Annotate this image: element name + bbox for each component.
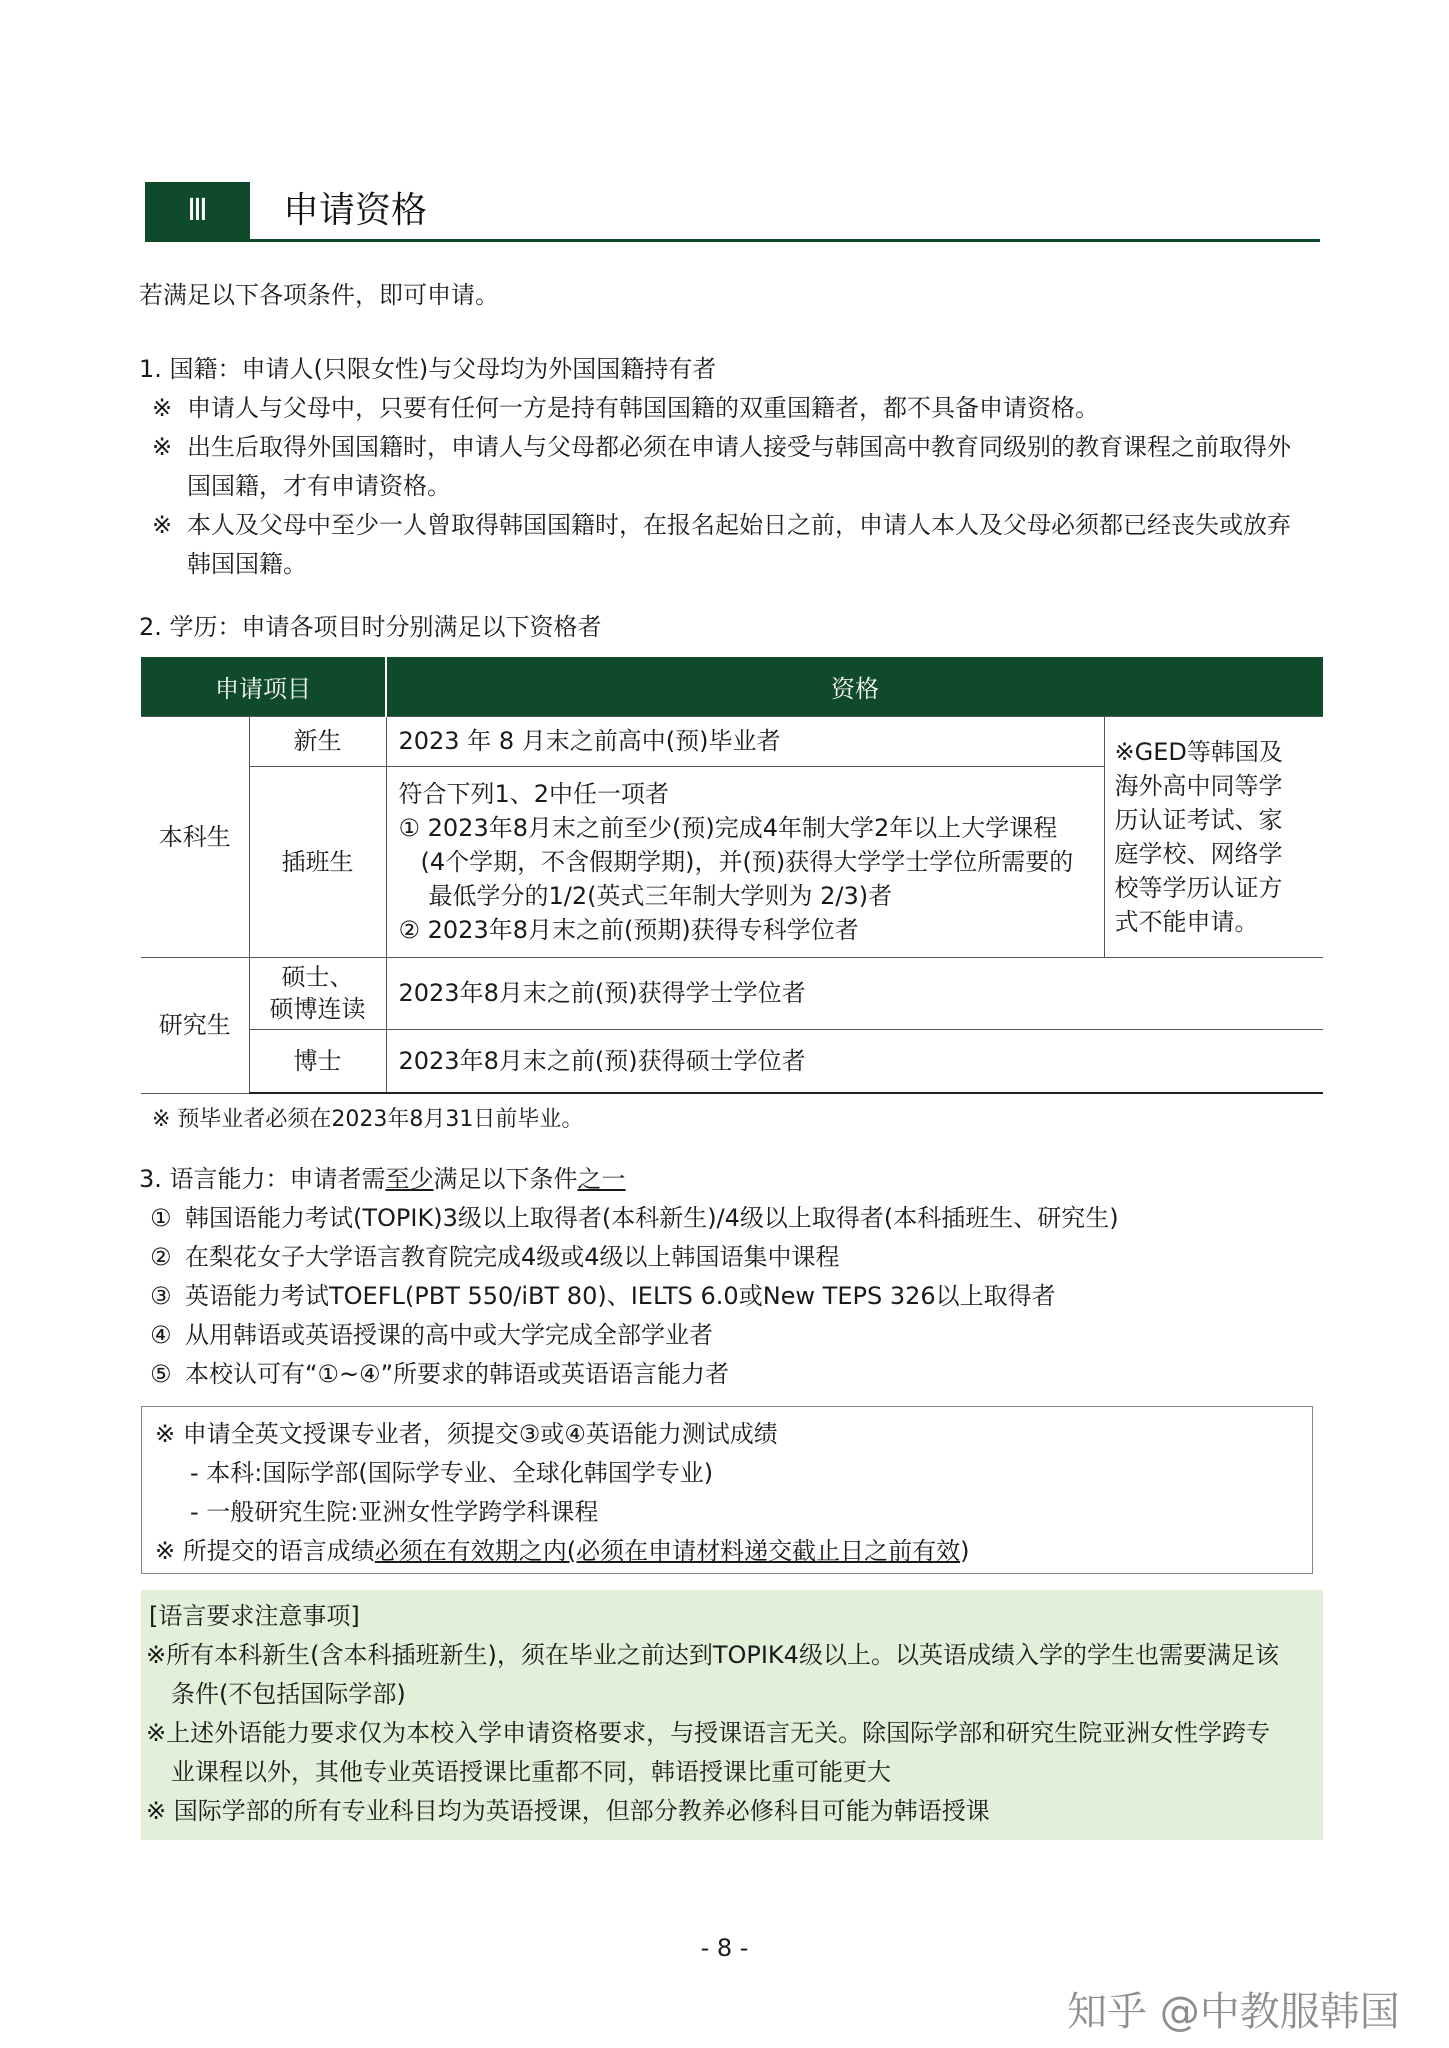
english-program-undergrad: - 本科:国际学部(国际学专业、全球化韩国学专业): [190, 1459, 714, 1487]
ged-note-line: 式不能申请。: [1114, 907, 1259, 936]
validity-note-part: ): [960, 1537, 970, 1565]
item-number: ②: [150, 1243, 172, 1271]
ged-note: [1104, 716, 1323, 957]
master-label-line: 硕博连读: [269, 995, 366, 1023]
section-number: Ⅲ: [145, 182, 250, 240]
table-row: [141, 716, 1323, 766]
page-number: - 8 -: [700, 1934, 749, 1962]
master-label: [249, 957, 386, 1029]
language-heading-emphasis: 之一: [577, 1165, 626, 1193]
transfer-req-line: (4个学期，不含假期学期)，并(预)获得大学学士学位所需要的: [420, 847, 1074, 876]
language-item-3: 英语能力考试TOEFL(PBT 550/iBT 80)、IELTS 6.0或New TEPS 326以上取得者: [185, 1282, 1056, 1310]
language-heading: [139, 1164, 626, 1194]
transfer-req-line: 符合下列1、2中任一项者: [398, 779, 670, 808]
row-label-graduate: 研究生: [141, 957, 249, 1093]
nationality-note-3: 本人及父母中至少一人曾取得韩国国籍时，在报名起始日之前，申请人本人及父母必须都已经丧失或放弃: [187, 511, 1291, 539]
nationality-heading: 1. 国籍：申请人(只限女性)与父母均为外国国籍持有者: [139, 355, 717, 383]
english-program-graduate: - 一般研究生院:亚洲女性学跨学科课程: [190, 1498, 599, 1526]
item-number: ⑤: [150, 1360, 172, 1388]
language-notice-box: [141, 1590, 1323, 1840]
ged-note-line: 校等学历认证方: [1114, 873, 1283, 902]
master-label-line: 硕士、: [281, 963, 354, 991]
validity-note: [155, 1536, 970, 1566]
nationality-note-1: 申请人与父母中，只要有任何一方是持有韩国国籍的双重国籍者，都不具备申请资格。: [187, 394, 1099, 422]
notice-line: ※ 国际学部的所有专业科目均为英语授课，但部分教养必修科目可能为韩语授课: [146, 1797, 990, 1825]
doctor-requirement: 2023年8月末之前(预)获得硕士学位者: [386, 1029, 1323, 1093]
header-qualification: 资格: [386, 657, 1323, 716]
transfer-req-line: ① 2023年8月末之前至少(预)完成4年制大学2年以上大学课程: [398, 813, 1058, 842]
row-label-undergrad: 本科生: [141, 716, 249, 957]
education-heading: 2. 学历：申请各项目时分别满足以下资格者: [139, 613, 602, 641]
english-program-box: [141, 1406, 1313, 1574]
transfer-req-line: 最低学分的1/2(英式三年制大学则为 2/3)者: [428, 881, 893, 910]
section-rule: [145, 239, 1320, 242]
language-item-1: 韩国语能力考试(TOPIK)3级以上取得者(本科新生)/4级以上取得者(本科插班生、研究生): [185, 1204, 1119, 1232]
ged-note-line: 历认证考试、家: [1114, 805, 1283, 834]
item-number: ①: [150, 1204, 172, 1232]
notice-line: 业课程以外，其他专业英语授课比重都不同，韩语授课比重可能更大: [171, 1758, 891, 1786]
freshman-label: 新生: [249, 716, 386, 766]
validity-note-part: ※ 所提交的语言成绩: [155, 1537, 375, 1565]
qualification-table: [141, 657, 1323, 1094]
ged-note-line: ※GED等韩国及: [1114, 737, 1283, 766]
language-item-4: 从用韩语或英语授课的高中或大学完成全部学业者: [185, 1321, 713, 1349]
note-mark: ※: [152, 511, 173, 539]
table-row: [141, 1029, 1323, 1093]
language-heading-emphasis: 至少: [385, 1165, 434, 1193]
transfer-requirement: [386, 766, 1104, 957]
notice-title: [语言要求注意事项]: [149, 1602, 360, 1630]
graduation-footnote: ※ 预毕业者必须在2023年8月31日前毕业。: [152, 1107, 584, 1132]
item-number: ③: [150, 1282, 172, 1310]
item-number: ④: [150, 1321, 172, 1349]
notice-line: ※所有本科新生(含本科插班新生)，须在毕业之前达到TOPIK4级以上。以英语成绩入学的学生也需要满足该: [146, 1641, 1279, 1669]
notice-line: ※上述外语能力要求仅为本校入学申请资格要求，与授课语言无关。除国际学部和研究生院亚洲女性学跨专: [146, 1719, 1271, 1747]
doctor-label: 博士: [249, 1029, 386, 1093]
intro-text: 若满足以下各项条件，即可申请。: [139, 281, 499, 309]
language-heading-part: 3. 语言能力：申请者需: [139, 1165, 386, 1193]
validity-note-emphasis: 必须在有效期之内(必须在申请材料递交截止日之前有效: [374, 1537, 961, 1565]
language-item-5: 本校认可有“①~④”所要求的韩语或英语语言能力者: [185, 1360, 730, 1388]
english-program-line: ※ 申请全英文授课专业者，须提交③或④英语能力测试成绩: [155, 1420, 778, 1448]
nationality-note-2-cont: 国国籍，才有申请资格。: [187, 472, 451, 500]
transfer-label: 插班生: [249, 766, 386, 957]
nationality-note-2: 出生后取得外国国籍时，申请人与父母都必须在申请人接受与韩国高中教育同级别的教育课程之前取得外: [187, 433, 1291, 461]
ged-note-line: 庭学校、网络学: [1114, 839, 1283, 868]
section-heading: [145, 182, 1320, 242]
transfer-req-line: ② 2023年8月末之前(预期)获得专科学位者: [398, 915, 859, 944]
table-header-row: [141, 657, 1323, 716]
nationality-note-3-cont: 韩国国籍。: [187, 550, 307, 578]
ged-note-line: 海外高中同等学: [1114, 771, 1283, 800]
header-program: 申请项目: [141, 657, 386, 716]
section-title: 申请资格: [283, 190, 428, 231]
freshman-requirement: 2023 年 8 月末之前高中(预)毕业者: [386, 716, 1104, 766]
note-mark: ※: [152, 433, 173, 461]
language-item-2: 在梨花女子大学语言教育院完成4级或4级以上韩国语集中课程: [185, 1243, 840, 1271]
table-row: [141, 957, 1323, 1029]
master-requirement: 2023年8月末之前(预)获得学士学位者: [386, 957, 1323, 1029]
notice-line: 条件(不包括国际学部): [171, 1680, 406, 1708]
note-mark: ※: [152, 394, 173, 422]
watermark: 知乎 @中教服韩国: [1067, 1989, 1400, 2035]
language-heading-part: 满足以下条件: [433, 1165, 578, 1193]
